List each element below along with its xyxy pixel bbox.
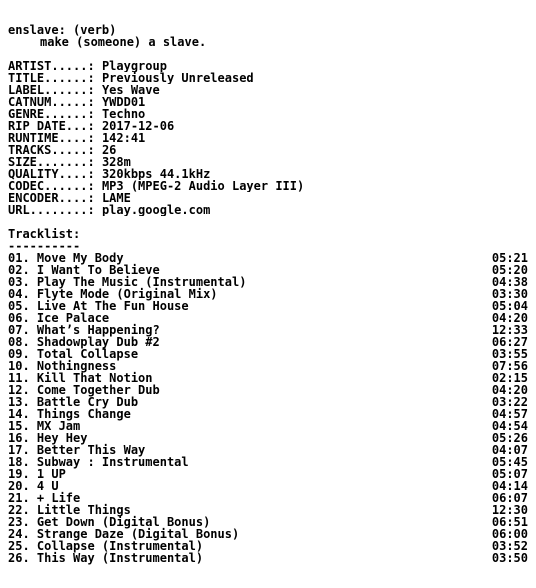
track-title: 17. Better This Way: [8, 443, 146, 457]
info-key: QUALITY....:: [8, 168, 95, 180]
track-title: 14. Things Change: [8, 407, 131, 421]
info-row: [8, 108, 528, 120]
track-time: 12:33: [491, 323, 528, 337]
track-time: 03:55: [491, 347, 528, 361]
info-row: [8, 192, 528, 204]
track-time: 12:30: [491, 503, 528, 517]
info-row: [8, 60, 528, 72]
track-title: 23. Get Down (Digital Bonus): [8, 515, 211, 529]
track-time: 05:07: [491, 467, 528, 481]
track-time: 03:52: [491, 539, 528, 553]
info-key: CATNUM.....:: [8, 96, 95, 108]
info-row: [8, 96, 528, 108]
info-row: [8, 156, 528, 168]
track-time: 05:21: [491, 251, 528, 265]
track-time: 04:38: [491, 275, 528, 289]
track-list: [8, 252, 528, 564]
track-row: [8, 552, 528, 564]
track-title: 19. 1 UP: [8, 467, 66, 481]
track-title: 05. Live At The Fun House: [8, 299, 189, 313]
info-value: Playgroup: [101, 60, 167, 72]
track-title: 02. I Want To Believe: [8, 263, 160, 277]
track-row: [8, 456, 528, 468]
track-time: 02:15: [491, 371, 528, 385]
tracklist-rule: ----------: [8, 240, 81, 252]
info-key: URL........:: [8, 204, 95, 216]
info-value: 2017-12-06: [101, 120, 175, 132]
info-key: LABEL......:: [8, 84, 95, 96]
info-value: 26: [101, 144, 117, 156]
info-row: [8, 204, 528, 216]
track-time: 07:56: [491, 359, 528, 373]
info-key: SIZE.......:: [8, 156, 95, 168]
info-value: Previously Unreleased: [101, 72, 254, 84]
info-key: TITLE......:: [8, 72, 95, 84]
track-title: 20. 4 U: [8, 479, 59, 493]
track-time: 06:51: [491, 515, 528, 529]
track-time: 03:30: [491, 287, 528, 301]
info-value: Techno: [101, 108, 146, 120]
info-key: RUNTIME....:: [8, 132, 95, 144]
track-time: 04:07: [491, 443, 528, 457]
definition-meaning: make (someone) a slave.: [40, 36, 207, 48]
info-row: [8, 180, 528, 192]
spacer: [8, 216, 528, 228]
release-info-block: [8, 60, 528, 216]
track-time: 05:20: [491, 263, 528, 277]
track-title: 09. Total Collapse: [8, 347, 139, 361]
info-row: [8, 168, 528, 180]
track-title: 22. Little Things: [8, 503, 131, 517]
track-time: 03:50: [491, 551, 528, 565]
info-row: [8, 120, 528, 132]
info-row: [8, 72, 528, 84]
track-row: [8, 480, 528, 492]
info-key: ENCODER....:: [8, 192, 95, 204]
track-time: 04:20: [491, 383, 528, 397]
info-key: RIP DATE...:: [8, 120, 95, 132]
info-value: 142:41: [101, 132, 146, 144]
track-title: 16. Hey Hey: [8, 431, 88, 445]
info-value: 328m: [101, 156, 131, 168]
tracklist-heading: Tracklist:: [8, 228, 81, 240]
info-value: play.google.com: [101, 204, 211, 216]
track-title: 24. Strange Daze (Digital Bonus): [8, 527, 240, 541]
track-time: 04:14: [491, 479, 528, 493]
track-time: 04:20: [491, 311, 528, 325]
track-time: 06:07: [491, 491, 528, 505]
track-title: 04. Flyte Mode (Original Mix): [8, 287, 218, 301]
track-time: 03:22: [491, 395, 528, 409]
info-value: YWDD01: [101, 96, 146, 108]
track-time: 05:26: [491, 431, 528, 445]
track-time: 05:04: [491, 299, 528, 313]
track-title: 10. Nothingness: [8, 359, 117, 373]
track-time: 05:45: [491, 455, 528, 469]
info-value: 320kbps 44.1kHz: [101, 168, 211, 180]
track-time: 04:57: [491, 407, 528, 421]
definition-head: enslave: (verb): [8, 24, 117, 36]
track-time: 06:27: [491, 335, 528, 349]
track-title: 12. Come Together Dub: [8, 383, 160, 397]
info-key: ARTIST.....:: [8, 60, 95, 72]
info-value: MP3 (MPEG-2 Audio Layer III): [101, 180, 305, 192]
track-title: 21. + Life: [8, 491, 81, 505]
info-row: [8, 132, 528, 144]
info-row: [8, 84, 528, 96]
spacer: [8, 48, 528, 60]
info-row: [8, 144, 528, 156]
track-row: [8, 408, 528, 420]
release-nfo-document: [8, 24, 528, 564]
track-title: 15. MX Jam: [8, 419, 81, 433]
info-value: LAME: [101, 192, 131, 204]
track-title: 25. Collapse (Instrumental): [8, 539, 204, 553]
info-key: GENRE......:: [8, 108, 95, 120]
info-key: CODEC......:: [8, 180, 95, 192]
track-title: 01. Move My Body: [8, 251, 124, 265]
track-title: 11. Kill That Notion: [8, 371, 153, 385]
info-value: Yes Wave: [101, 84, 160, 96]
track-title: 18. Subway : Instrumental: [8, 455, 189, 469]
track-title: 03. Play The Music (Instrumental): [8, 275, 247, 289]
track-title: 06. Ice Palace: [8, 311, 110, 325]
track-time: 04:54: [491, 419, 528, 433]
track-row: [8, 468, 528, 480]
info-key: TRACKS.....:: [8, 144, 95, 156]
track-time: 06:00: [491, 527, 528, 541]
track-title: 07. What’s Happening?: [8, 323, 160, 337]
track-title: 26. This Way (Instrumental): [8, 551, 204, 565]
track-title: 08. Shadowplay Dub #2: [8, 335, 160, 349]
track-title: 13. Battle Cry Dub: [8, 395, 139, 409]
